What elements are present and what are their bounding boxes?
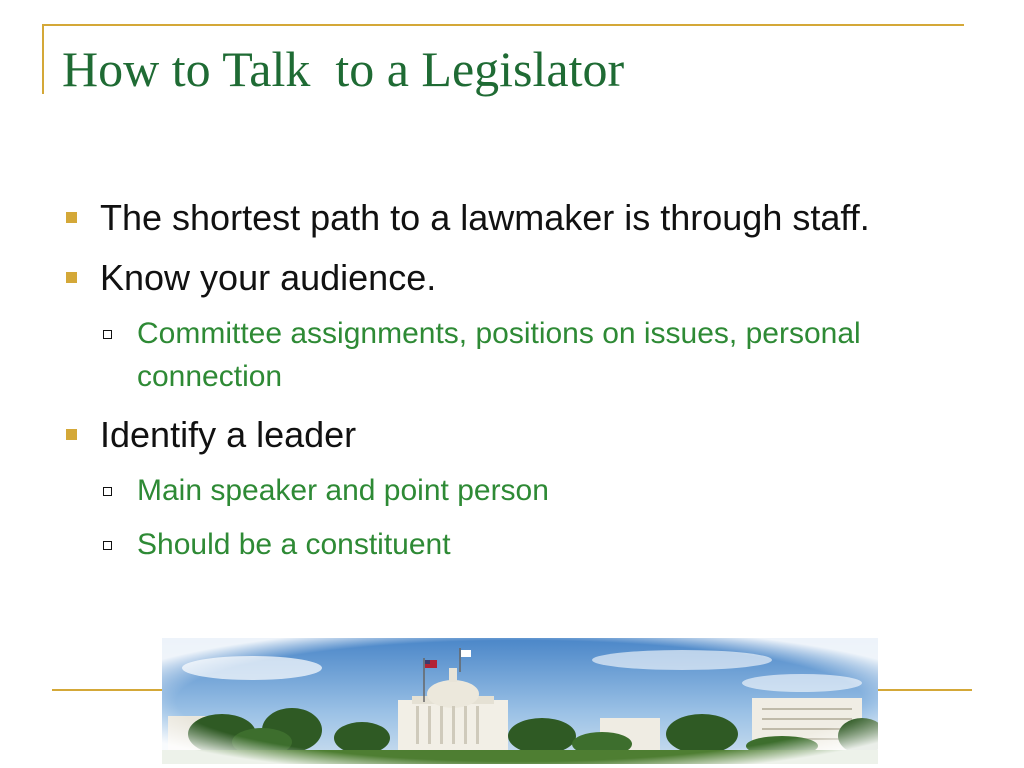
- bullet-text: Identify a leader: [100, 414, 357, 455]
- top-border-line: [42, 24, 964, 26]
- sub-bullet-text: Should be a constituent: [137, 528, 451, 561]
- footer-rule-right: [874, 689, 972, 691]
- bullet-item: [62, 192, 942, 244]
- sub-bullet-text: Main speaker and point person: [137, 474, 549, 507]
- bullet-item: [62, 409, 942, 461]
- capitol-building-photo: [162, 638, 878, 764]
- square-bullet-icon: [66, 429, 77, 440]
- slide-title: How to Talk to a Legislator: [62, 41, 625, 97]
- square-bullet-icon: [66, 212, 77, 223]
- hollow-square-bullet-icon: [103, 330, 112, 339]
- sub-bullet-item: [62, 523, 942, 566]
- left-border-line: [42, 24, 44, 94]
- hollow-square-bullet-icon: [103, 487, 112, 496]
- bullet-text: Know your audience.: [100, 257, 437, 298]
- bullet-text: The shortest path to a lawmaker is through staff.: [100, 197, 870, 238]
- bullet-item: [62, 252, 942, 304]
- square-bullet-icon: [66, 272, 77, 283]
- sub-bullet-text: Committee assignments, positions on issues, personal connection: [137, 317, 861, 393]
- hollow-square-bullet-icon: [103, 541, 112, 550]
- footer-rule-left: [52, 689, 164, 691]
- sub-bullet-item: [62, 312, 942, 398]
- sub-bullet-item: [62, 469, 942, 512]
- bullet-list: [62, 192, 942, 577]
